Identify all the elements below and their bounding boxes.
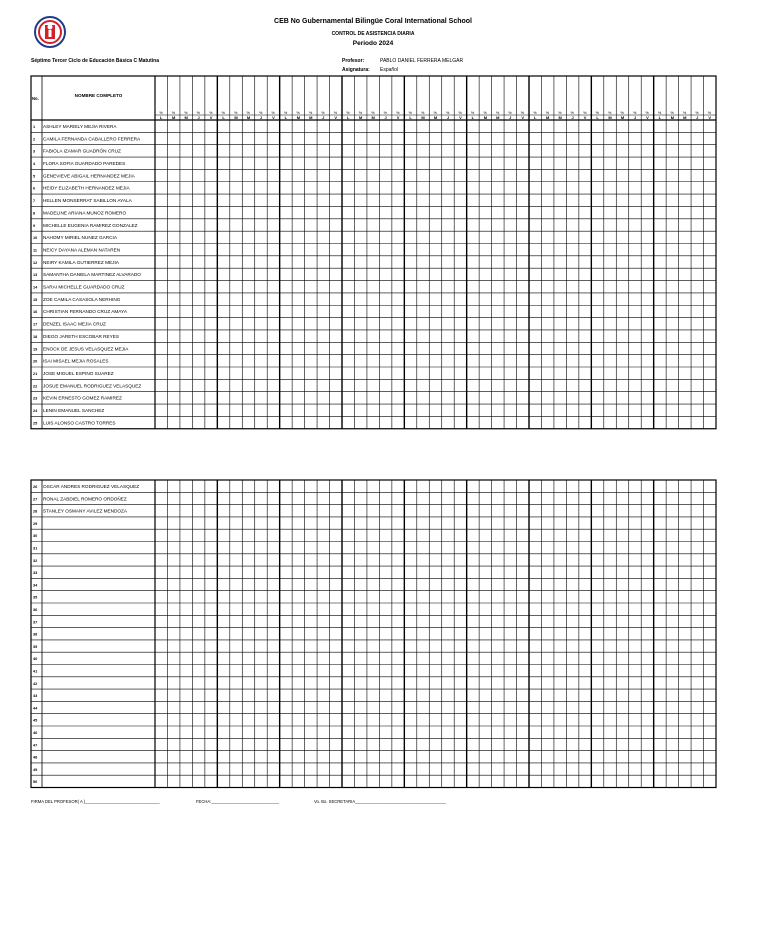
day-header-m: M bbox=[309, 115, 313, 120]
day-header-m: M bbox=[433, 115, 438, 120]
percent-mark: % bbox=[209, 111, 213, 115]
row-number: 45 bbox=[33, 718, 38, 723]
row-number: 50 bbox=[33, 780, 38, 785]
percent-mark: % bbox=[433, 111, 437, 115]
row-number: 46 bbox=[33, 730, 38, 735]
percent-mark: % bbox=[371, 111, 375, 115]
row-number: 26 bbox=[33, 484, 38, 489]
day-header-m: M bbox=[683, 115, 687, 120]
student-name: SARAI MICHELLE GUARDADO CRUZ bbox=[43, 284, 125, 290]
percent-mark: % bbox=[246, 111, 250, 115]
day-header-j: J bbox=[571, 115, 574, 120]
column-header-name: NOMBRE COMPLETO bbox=[74, 93, 123, 98]
percent-mark: % bbox=[221, 111, 225, 115]
row-number: 30 bbox=[33, 534, 38, 539]
row-number: 34 bbox=[33, 583, 38, 588]
percent-mark: % bbox=[695, 111, 699, 115]
row-number: 31 bbox=[33, 546, 38, 551]
day-header-l: L bbox=[658, 115, 662, 120]
percent-mark: % bbox=[445, 111, 450, 115]
row-number: 48 bbox=[33, 755, 38, 760]
row-number: 38 bbox=[33, 632, 38, 637]
row-number: 18 bbox=[33, 334, 38, 339]
subject-name: Español bbox=[380, 67, 399, 73]
row-number: 44 bbox=[33, 706, 38, 711]
percent-mark: % bbox=[358, 111, 363, 115]
day-header-j: J bbox=[446, 115, 450, 120]
day-header-j: J bbox=[322, 115, 325, 120]
percent-mark: % bbox=[184, 111, 188, 115]
student-name: ZOE CAMILA CASASOLA NERHING bbox=[43, 296, 121, 302]
percent-mark: % bbox=[595, 111, 599, 115]
day-header-v: V bbox=[583, 115, 587, 120]
percent-mark: % bbox=[645, 111, 649, 115]
row-number: 3 bbox=[33, 149, 36, 154]
percent-mark: % bbox=[483, 111, 487, 115]
percent-mark: % bbox=[421, 111, 425, 115]
percent-mark: % bbox=[296, 111, 300, 115]
student-name: JOSE MIGUEL ESPINO SUAREZ bbox=[43, 370, 114, 376]
day-header-m: M bbox=[421, 115, 425, 120]
day-header-m: M bbox=[558, 115, 562, 120]
student-name: LUIS ALONSO CASTRO TORRES bbox=[43, 420, 116, 426]
day-header-j: J bbox=[633, 115, 637, 120]
day-header-v: V bbox=[272, 115, 275, 120]
day-header-j: J bbox=[696, 115, 699, 120]
row-number: 23 bbox=[33, 396, 38, 401]
row-number: 17 bbox=[33, 322, 38, 327]
teacher-label: Profesor: bbox=[342, 58, 365, 64]
row-number: 32 bbox=[33, 558, 38, 563]
row-number: 40 bbox=[33, 657, 38, 662]
student-name: NEIRY KAMILA GUTIERREZ MEJIA bbox=[43, 259, 119, 265]
row-number: 25 bbox=[33, 421, 38, 426]
table-border bbox=[31, 480, 716, 788]
day-header-v: V bbox=[334, 115, 338, 120]
date-line: FECHA:_____________________________ bbox=[196, 799, 279, 804]
row-number: 15 bbox=[33, 297, 38, 302]
student-name: DENZEL ISAAC MEJIA CRUZ bbox=[43, 321, 106, 327]
day-header-j: J bbox=[384, 115, 387, 120]
row-number: 11 bbox=[33, 248, 38, 253]
day-header-j: J bbox=[197, 115, 200, 120]
student-name: OSCAR ANDRES RODRIGUEZ VELASQUEZ bbox=[43, 483, 140, 489]
percent-mark: % bbox=[520, 111, 525, 115]
percent-mark: % bbox=[620, 111, 624, 115]
day-header-l: L bbox=[471, 115, 475, 120]
day-header-j: J bbox=[509, 115, 512, 120]
percent-mark: % bbox=[508, 111, 512, 115]
student-name: GENEVIEVE ABIGAIL HERNANDEZ MEJIA bbox=[43, 173, 135, 179]
row-number: 27 bbox=[33, 497, 38, 502]
percent-mark: % bbox=[608, 111, 612, 115]
row-number: 4 bbox=[33, 162, 36, 167]
row-number: 9 bbox=[33, 223, 36, 228]
percent-mark: % bbox=[682, 111, 687, 115]
student-name: DIEGO JARETH ESCOBAR REYES bbox=[43, 333, 120, 339]
percent-mark: % bbox=[545, 111, 550, 115]
day-header-m: M bbox=[496, 115, 500, 120]
percent-mark: % bbox=[570, 111, 575, 115]
day-header-m: M bbox=[184, 115, 188, 120]
day-header-l: L bbox=[596, 115, 599, 120]
percent-mark: % bbox=[383, 111, 388, 115]
day-header-v: V bbox=[209, 115, 213, 120]
student-name: CAMILA FERNANDA CABALLERO FERRERA bbox=[43, 136, 141, 142]
day-header-v: V bbox=[521, 115, 525, 120]
student-name: FABIOLA IZAMAR GUADRÓN CRUZ bbox=[43, 148, 121, 154]
row-number: 29 bbox=[33, 521, 38, 526]
day-header-m: M bbox=[246, 115, 251, 120]
day-header-l: L bbox=[160, 115, 163, 120]
row-number: 5 bbox=[33, 174, 36, 179]
student-name: ENOCK DE JESUS VELASQUEZ MEJIA bbox=[43, 346, 129, 352]
percent-mark: % bbox=[583, 111, 587, 115]
row-number: 1 bbox=[33, 124, 36, 129]
day-header-v: V bbox=[396, 115, 400, 120]
student-name: ISAI MISAEL MEJIA ROSALES bbox=[43, 358, 109, 364]
teacher-name: PABLO DANIEL FERRERA MELGAR bbox=[380, 58, 464, 64]
row-number: 20 bbox=[33, 359, 38, 364]
student-name: NAHOMY MIRIEL NUNEZ GARCIA bbox=[43, 235, 117, 241]
percent-mark: % bbox=[396, 111, 400, 115]
student-name: KEVIN ERNESTO GOMEZ RAMIREZ bbox=[43, 395, 122, 401]
row-number: 2 bbox=[33, 137, 36, 142]
row-number: 8 bbox=[33, 211, 36, 216]
day-header-j: J bbox=[259, 115, 263, 120]
day-header-l: L bbox=[347, 115, 350, 120]
student-name: HEIDY ELIZABETH HERNANDEZ MEJIA bbox=[43, 185, 130, 191]
day-header-m: M bbox=[608, 115, 612, 120]
student-name: STANLEY OSMANY AVILEZ MENDOZA bbox=[43, 508, 128, 514]
teacher-signature-line: FIRMA DEL PROFESOR( A )________________________________ bbox=[31, 799, 160, 804]
day-header-m: M bbox=[371, 115, 375, 120]
row-number: 42 bbox=[33, 681, 38, 686]
day-header-m: M bbox=[296, 115, 301, 120]
day-header-m: M bbox=[620, 115, 625, 120]
row-number: 10 bbox=[33, 236, 38, 241]
percent-mark: % bbox=[234, 111, 238, 115]
day-header-m: M bbox=[483, 115, 488, 120]
day-header-v: V bbox=[708, 115, 712, 120]
row-number: 24 bbox=[33, 409, 38, 414]
percent-mark: % bbox=[670, 111, 674, 115]
row-number: 39 bbox=[33, 644, 38, 649]
student-name: FLORA SOFIA GUARDADO PAREDES bbox=[43, 161, 126, 167]
row-number: 47 bbox=[33, 743, 38, 748]
subject-label: Asignatura: bbox=[342, 67, 370, 73]
percent-mark: % bbox=[283, 111, 288, 115]
row-number: 28 bbox=[33, 509, 38, 514]
secretary-signature-line: Vo. Bo. SECRETARIA_______________________________________ bbox=[314, 799, 446, 804]
row-number: 14 bbox=[33, 285, 38, 290]
row-number: 16 bbox=[33, 310, 38, 315]
student-name: MICHELLE EUGENIA RAMIREZ GONZALEZ bbox=[43, 222, 138, 228]
percent-mark: % bbox=[321, 111, 325, 115]
student-name: ASHLEY MARIELY MEJIA RIVERA bbox=[43, 123, 117, 129]
row-number: 12 bbox=[33, 260, 38, 265]
row-number: 6 bbox=[33, 186, 36, 191]
percent-mark: % bbox=[558, 111, 562, 115]
row-number: 33 bbox=[33, 571, 38, 576]
percent-mark: % bbox=[495, 111, 500, 115]
school-title: CEB No Gubernamental Bilingüe Coral International School bbox=[274, 18, 472, 25]
row-number: 19 bbox=[33, 347, 38, 352]
percent-mark: % bbox=[707, 111, 712, 115]
student-name: SAMANTHA DANIELA MARTINEZ ALVARADO bbox=[43, 272, 141, 278]
row-number: 49 bbox=[33, 767, 38, 772]
day-header-v: V bbox=[646, 115, 649, 120]
row-number: 22 bbox=[33, 384, 38, 389]
day-header-l: L bbox=[534, 115, 537, 120]
row-number: 21 bbox=[33, 371, 38, 376]
student-name: LENIN EMANUEL SANCHEZ bbox=[43, 408, 105, 414]
percent-mark: % bbox=[533, 111, 537, 115]
row-number: 37 bbox=[33, 620, 38, 625]
student-name: CHRISTIAN FERNANDO CRUZ AMAYA bbox=[43, 309, 127, 315]
row-number: 13 bbox=[33, 273, 38, 278]
day-header-m: M bbox=[670, 115, 675, 120]
row-number: 7 bbox=[33, 199, 36, 204]
percent-mark: % bbox=[458, 111, 462, 115]
student-name: NEICY DAYANA ALEMAN NATAREN bbox=[43, 247, 121, 253]
percent-mark: % bbox=[470, 111, 475, 115]
student-name: RONAL ZABDIEL ROMERO ORDOÑEZ bbox=[43, 496, 127, 502]
row-number: 35 bbox=[33, 595, 38, 600]
day-header-m: M bbox=[234, 115, 238, 120]
student-name: HELLEN MONSERRAT SABILLON AYALA bbox=[43, 198, 132, 204]
day-header-v: V bbox=[459, 115, 462, 120]
day-header-l: L bbox=[284, 115, 288, 120]
percent-mark: % bbox=[308, 111, 313, 115]
grade-label: Séptimo Tercer Ciclo de Educación Básica C Matutina bbox=[31, 58, 159, 64]
percent-mark: % bbox=[408, 111, 412, 115]
percent-mark: % bbox=[333, 111, 338, 115]
row-number: 36 bbox=[33, 607, 38, 612]
day-header-m: M bbox=[359, 115, 363, 120]
percent-mark: % bbox=[159, 111, 163, 115]
column-header-no: No. bbox=[32, 96, 39, 101]
percent-mark: % bbox=[171, 111, 176, 115]
percent-mark: % bbox=[632, 111, 637, 115]
student-name: JOSUE EMANUEL RODRIGUEZ VELASQUEZ bbox=[43, 383, 142, 389]
document-subtitle: CONTROL DE ASISTENCIA DIARIA bbox=[331, 31, 415, 37]
percent-mark: % bbox=[196, 111, 201, 115]
student-name: MADELINE ARIANA MUNOZ ROMERO bbox=[43, 210, 127, 216]
row-number: 43 bbox=[33, 694, 38, 699]
day-header-l: L bbox=[409, 115, 412, 120]
period-label: Periodo 2024 bbox=[352, 40, 394, 47]
percent-mark: % bbox=[258, 111, 263, 115]
percent-mark: % bbox=[657, 111, 662, 115]
day-header-m: M bbox=[172, 115, 176, 120]
percent-mark: % bbox=[271, 111, 275, 115]
day-header-l: L bbox=[222, 115, 225, 120]
row-number: 41 bbox=[33, 669, 38, 674]
day-header-m: M bbox=[546, 115, 550, 120]
percent-mark: % bbox=[346, 111, 350, 115]
